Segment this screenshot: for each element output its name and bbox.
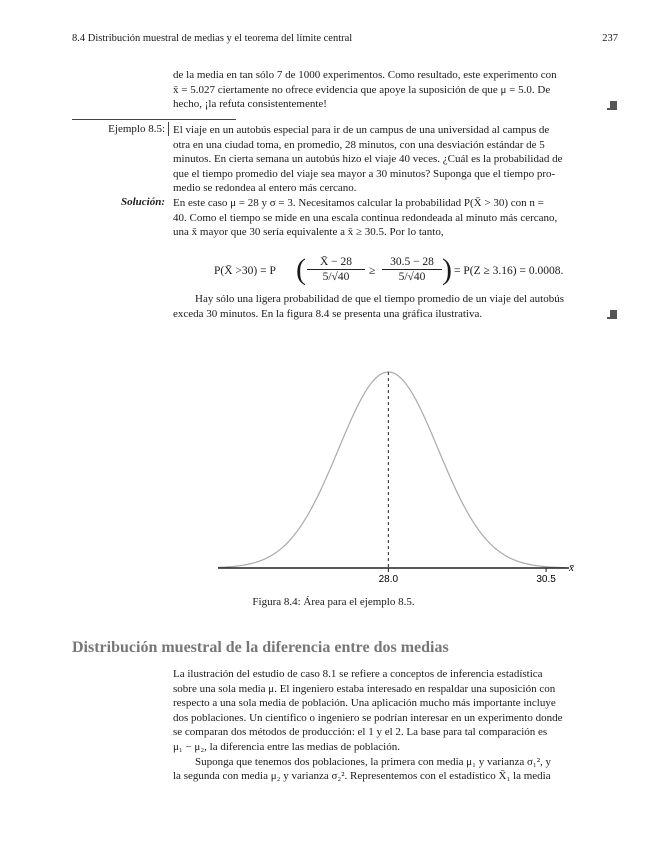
x-tick-label: 28.0 [378,574,399,585]
left-paren-icon: ( [296,253,306,286]
solution-paragraph [173,196,617,240]
solution-line: una x̄ mayor que 30 sería equivalente a x̄ ≥ 30.5. Por lo tanto, [173,226,444,239]
closing-paragraph [173,292,617,321]
solution-label: Solución: [120,196,165,208]
normal-curve [218,372,565,568]
section-title: Distribución muestral de la diferencia entre dos medias [72,639,449,656]
example-paragraph [173,123,617,196]
section-line: Suponga que tenemos dos poblaciones, la primera con media μ₁ y varianza σ₁², y [195,755,552,768]
example-line: que el tiempo promedio del viaje sea mayor a 30 minutos? Suponga que el tiempo pro- [173,167,556,180]
formula-rhs: = P(Z ≥ 3.16) = 0.0008. [454,265,564,277]
example-line: minutos. En cierta semana un autobús hizo el viaje 40 veces. ¿Cuál es la probabilidad de [173,153,563,166]
fraction-1-denominator: 5/√40 [322,271,350,283]
intro-line: x̄ = 5.027 ciertamente no ofrece evidencia que apoye la suposición de que μ = 5.0. De [173,83,551,96]
formula-lhs: P(X̄ >30) = P [214,265,276,277]
intro-line: hecho, ¡la refuta consistentemente! [173,98,327,111]
page-number: 237 [602,33,618,44]
probability-formula [214,255,594,289]
example-separator-rule [72,119,236,120]
fraction-2-numerator: 30.5 − 28 [390,256,434,268]
section-line: μ₁ − μ₂, la diferencia entre las medias de población. [173,740,400,753]
figure-caption: Figura 8.4: Área para el ejemplo 8.5. [252,596,415,608]
intro-paragraph [173,68,617,112]
fraction-1 [307,256,365,283]
closing-line: Hay sólo una ligera probabilidad de que el tiempo promedio de un viaje del autobús [195,293,565,305]
running-head [72,33,618,44]
solution-line: En este caso μ = 28 y σ = 3. Necesitamos calcular la probabilidad P(X̄ > 30) con n = [173,197,544,209]
x-axis-ticks [379,568,557,585]
running-head-section: 8.4 Distribución muestral de medias y el teorema del límite central [72,33,353,44]
fraction-2-denominator: 5/√40 [398,271,426,283]
example-line: otra en una ciudad toma, en promedio, 28 minutos, con una desviación estándar de 5 [173,138,545,151]
fraction-1-numerator: X̄ − 28 [319,256,353,268]
normal-curve-figure [210,360,580,590]
section-paragraph-1 [173,667,617,784]
section-line: La ilustración del estudio de caso 8.1 se refiere a conceptos de inferencia estadística [173,668,543,680]
example-label: Ejemplo 8.5: [108,123,165,135]
geq-symbol: ≥ [369,265,376,277]
end-of-proof-icon [610,310,617,319]
example-line: El viaje en un autobús especial para ir de un campus de una universidad al campus de [173,124,550,136]
example-label-bar [168,122,169,136]
x-axis-symbol: x̄ [569,562,574,574]
section-line: respecto a una sola media de población. Una aplicación mucho más importante incluye [173,697,556,710]
intro-line: de la media en tan sólo 7 de 1000 experimentos. Como resultado, este experimento con [173,69,557,81]
section-line: dos poblaciones. Un científico o ingeniero se podrían interesar en un experimento donde [173,711,563,724]
solution-line: 40. Como el tiempo se mide en una escala continua redondeada al minuto más cercano, [173,211,558,224]
section-line: se comparan dos métodos de producción: el 1 y el 2. La base para tal comparación es [173,726,548,739]
section-line: sobre una sola media μ. El ingeniero estaba interesado en respaldar una suposición con [173,682,556,695]
right-paren-icon: ) [442,253,452,286]
section-line: la segunda con media μ₂ y varianza σ₂². Representemos con el estadístico X̄₁ la media [173,770,551,783]
end-of-proof-icon [610,101,617,110]
fraction-2 [382,256,442,283]
x-tick-label: 30.5 [536,574,556,585]
closing-line: exceda 30 minutos. En la figura 8.4 se presenta una gráfica ilustrativa. [173,307,483,320]
example-line: medio se redondea al entero más cercano. [173,182,357,195]
